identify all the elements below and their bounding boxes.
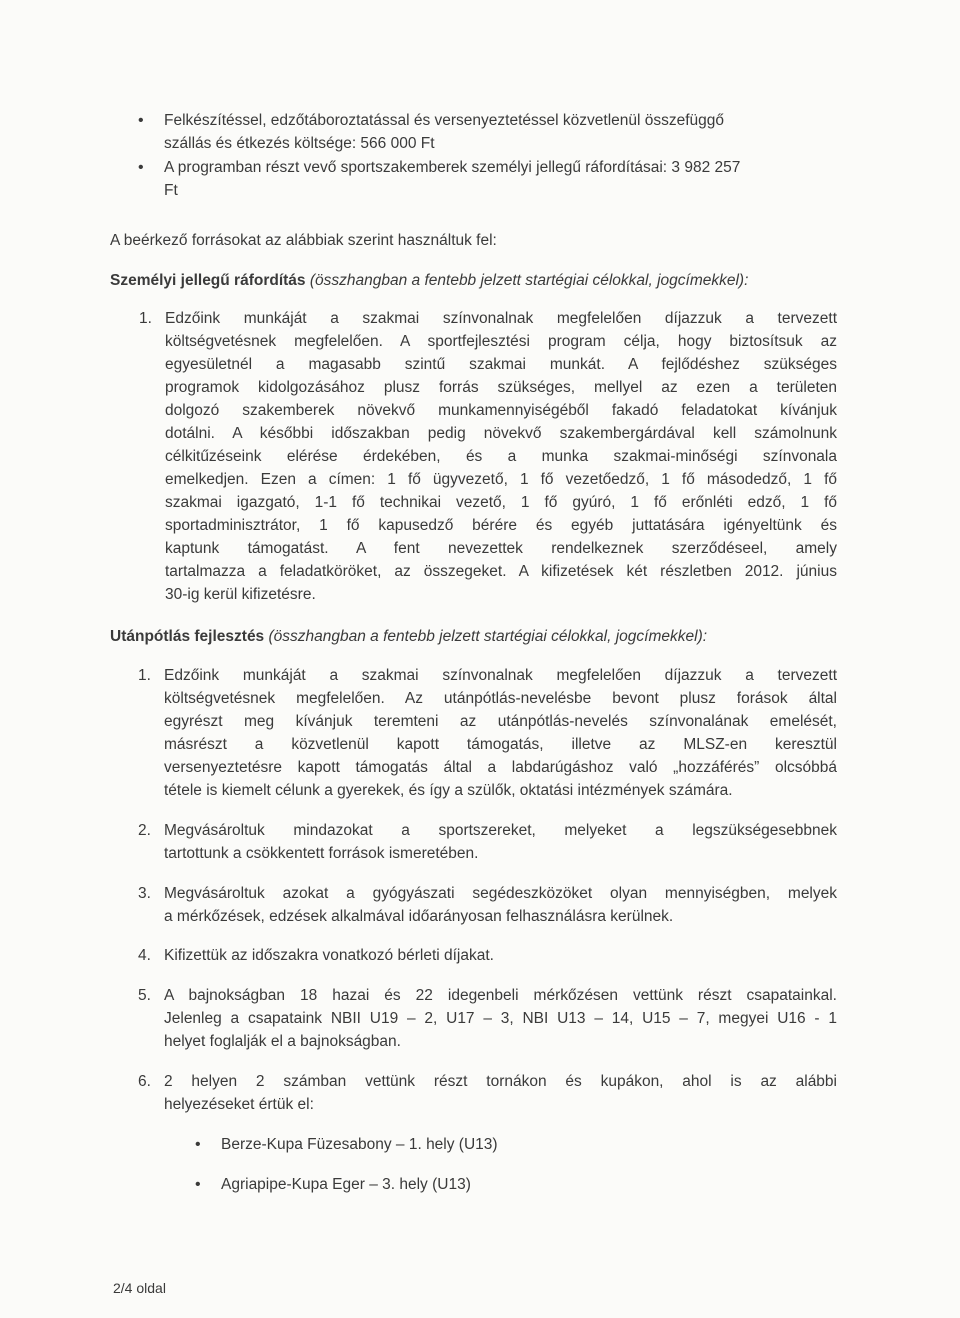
- text-line: másrészt a közvetlenül kapott támogatás, illetve az MLSZ-en keresztül: [164, 736, 837, 753]
- text-line: tartottunk a csökkentett források ismeretében.: [164, 845, 479, 862]
- section2-heading: [110, 625, 707, 648]
- section2-heading-title: Utánpótlás fejlesztés: [110, 628, 265, 645]
- section2-item-2-number: 2.: [138, 822, 151, 839]
- section1-heading-title: Személyi jellegű ráfordítás: [110, 272, 306, 289]
- text-line: célkitűzéseink elérése érdekében, és a munka szakmai-minőségi színvonala: [165, 448, 837, 465]
- section1-item-1: [139, 307, 837, 606]
- text-line: sportadminisztrátor, 1 fő kapusedző bérére és egyéb juttatására igényeltünk és: [165, 517, 837, 534]
- section2-item-2: [138, 819, 837, 865]
- page-number: 2/4 oldal: [113, 1280, 166, 1296]
- text-line: tartalmazza a feladatköröket, az összegeket. A kifizetések két részletben 2012. június: [165, 563, 837, 580]
- text-line: költségvetésnek megfelelően. A sportfejlesztési program célja, hogy biztosítsuk az: [165, 333, 837, 350]
- section1-heading: [110, 269, 748, 292]
- text-line: Kifizettük az időszakra vonatkozó bérleti díjakat.: [164, 947, 494, 964]
- text-line: tétele is kiemelt célunk a gyerekek, és így a szülők, oktatási intézmények számára.: [164, 782, 733, 799]
- text-line: Edzőink munkáját a szakmai színvonalnak megfelelően díjazzuk a tervezett: [164, 667, 837, 684]
- section2-item-5-number: 5.: [138, 987, 151, 1004]
- section1-item-1-number: 1.: [139, 310, 152, 327]
- section2-item-3-number: 3.: [138, 885, 151, 902]
- text-line: egyesületnél a magasabb szintű szakmai munkát. A fejlődéshez szükséges: [165, 356, 837, 373]
- text-line: 2 helyen 2 számban vettünk részt tornákon és kupákon, ahol is az alábbi: [164, 1073, 837, 1090]
- sources-line: A beérkező forrásokat az alábbiak szerint használtuk fel:: [110, 232, 497, 249]
- text-line: A bajnokságban 18 hazai és 22 idegenbeli mérkőzésen vettünk részt csapatainkal.: [164, 987, 837, 1004]
- section1-heading-note: (összhangban a fentebb jelzett startégiai célokkal, jogcímekkel):: [309, 272, 749, 289]
- intro-bullet-2: [164, 156, 840, 202]
- text-line: Jelenleg a csapataink NBII U19 – 2, U17 – 3, NBI U13 – 14, U15 – 7, megyei U16 - 1: [164, 1010, 837, 1027]
- text-line: szakmai igazgató, 1-1 fő technikai vezető, 1 fő gyúró, 1 fő erőnléti edző, 1 fő: [165, 494, 837, 511]
- text-line: Megvásároltuk mindazokat a sportszereket, melyeket a legszükségesebbnek: [164, 822, 837, 839]
- text-line: helyet foglalják el a bajnokságban.: [164, 1033, 401, 1050]
- text-line: dolgozó szakemberek növekvő munkamennyiségéből fakadó feladatokat kívánjuk: [165, 402, 837, 419]
- section2-item-5: [138, 984, 837, 1053]
- intro-bullet-1-line-1: • Felkészítéssel, edzőtáboroztatással és versenyeztetéssel közvetlenül összefüggő: [164, 112, 725, 129]
- text-line: a mérkőzések, edzések alkalmával időarányosan felhasználásra kerülnek.: [164, 908, 674, 925]
- text-line: költségvetésnek megfelelően. Az utánpótlás-nevelésbe bevont plusz forások által: [164, 690, 837, 707]
- section2-item-3: [138, 882, 837, 928]
- text-line: egyrészt meg kívánjuk teremteni az utánpótlás-nevelés színvonalának emelését,: [164, 713, 837, 730]
- section2-item-6-number: 6.: [138, 1073, 151, 1090]
- text-line: emelkedjen. Ezen a címen: 1 fő ügyvezető, 1 fő vezetőedző, 1 fő másodedző, 1 fő: [165, 471, 837, 488]
- section2-item-4: [138, 944, 837, 967]
- text-line: Edzőink munkáját a szakmai színvonalnak megfelelően díjazzuk a tervezett: [165, 310, 837, 327]
- text-line: programok kidolgozásához plusz forrás szükséges, mellyel az ezen a területen: [165, 379, 837, 396]
- text-line: Megvásároltuk azokat a gyógyászati segédeszközöket olyan mennyiségben, melyek: [164, 885, 837, 902]
- text-line: kaptunk támogatást. A fent nevezettek rendelkeznek szerződéseel, amely: [165, 540, 837, 557]
- text-line: dotálni. A későbbi időszakban pedig növekvő szakembergárdával kell számolnunk: [165, 425, 837, 442]
- intro-bullet-1-line-2: szállás és étkezés költsége: 566 000 Ft: [164, 135, 435, 152]
- text-line: versenyeztetésre kapott támogatás által a labdarúgáshoz való „hozzáférés” olcsóbbá: [164, 759, 837, 776]
- section2-heading-note: (összhangban a fentebb jelzett startégiai célokkal, jogcímekkel):: [268, 628, 708, 645]
- section2-item-4-number: 4.: [138, 947, 151, 964]
- intro-bullet-2-line-1: • A programban részt vevő sportszakemberek személyi jellegű ráfordításai: 3 982 257: [164, 159, 741, 176]
- result-item-1: • Berze-Kupa Füzesabony – 1. hely (U13): [221, 1133, 821, 1156]
- section2-item-1: [138, 664, 837, 802]
- intro-bullet-1: [164, 109, 840, 155]
- text-line: helyezéseket értük el:: [164, 1096, 314, 1113]
- text-line: 30-ig kerül kifizetésre.: [165, 586, 316, 603]
- section2-item-6: [138, 1070, 837, 1116]
- result-item-2: • Agriapipe-Kupa Eger – 3. hely (U13): [221, 1173, 821, 1196]
- section2-item-1-number: 1.: [138, 667, 151, 684]
- intro-bullet-2-line-2: Ft: [164, 182, 178, 199]
